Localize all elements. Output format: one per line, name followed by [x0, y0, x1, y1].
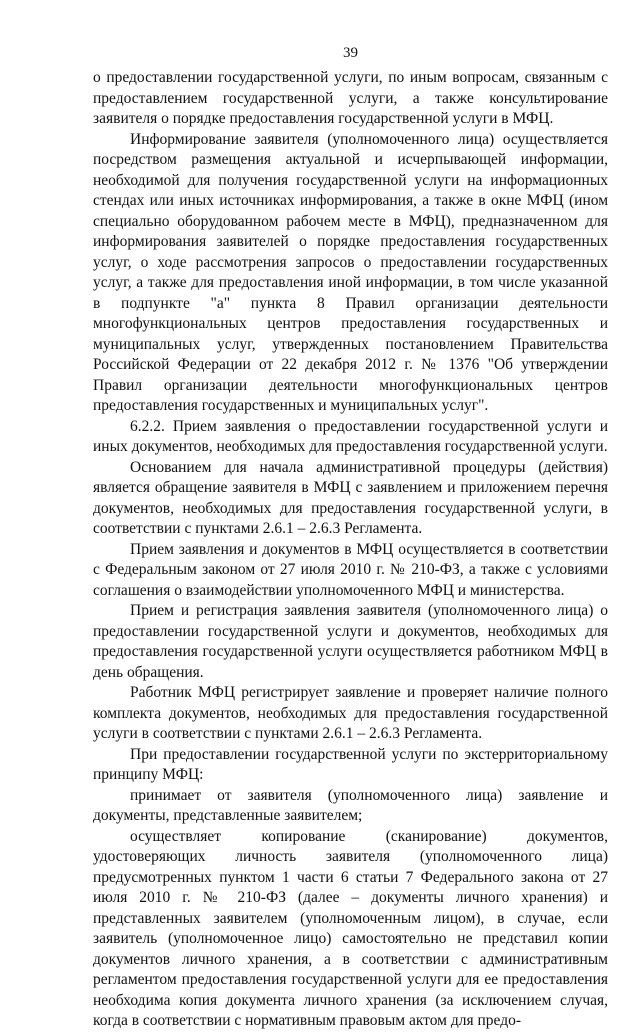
document-body: [93, 68, 608, 1032]
paragraph-exterritorial: При предоставлении государственной услуги по экстерриториальному принципу МФЦ:: [93, 745, 608, 783]
paragraph-reception: Прием заявления и документов в МФЦ осуществляется в соответствии с Федеральным законом от 27 июля 2010 г. № 210-ФЗ, а также с условиями соглашения о взаимодействии уполномоченного МФЦ и министерства.: [93, 540, 608, 599]
paragraph-continuation: о предоставлении государственной услуги, по иным вопросам, связанным с предоставлением государственной услуги, а также консультирование заявителя о порядке предоставления государственной услуги в МФЦ.: [93, 69, 608, 127]
paragraph-basis: Основанием для начала административной процедуры (действия) является обращение заявителя в МФЦ с заявлением и приложением перечня документов, необходимых для предоставления государственной услуги, в соответствии с пунктами 2.6.1 – 2.6.3 Регламента.: [93, 458, 608, 537]
page-number: 39: [343, 45, 358, 61]
paragraph-informing: Информирование заявителя (уполномоченного лица) осуществляется посредством размещения актуальной и исчерпывающей информации, необходимой для получения государственной услуги на информационных стендах или иных источниках информирования, а также в окне МФЦ (ином специально оборудованном рабочем месте в МФЦ), предназначенном для информирования заявителей о порядке предоставления государственных услуг, о ходе рассмотрения запросов о предоставлении государственных услуг, а также для предоставления иной информации, в том числе указанной в подпункте "а" пункта 8 Правил организации деятельности многофункциональных центров предоставления государственных и муниципальных услуг, утвержденных постановлением Правительства Российской Федерации от 22 декабря 2012 г. № 1376 "Об утверждении Правил организации деятельности многофункциональных центров предоставления государственных и муниципальных услуг".: [93, 130, 608, 414]
paragraph-worker-check: Работник МФЦ регистрирует заявление и проверяет наличие полного комплекта документов, необходимых для предоставления государственной услуги в соответствии с пунктами 2.6.1 – 2.6.3 Регламента.: [93, 684, 608, 742]
list-item-accepts: принимает от заявителя (уполномоченного лица) заявление и документы, представленные заявителем;: [93, 786, 608, 824]
paragraph-registration: Прием и регистрация заявления заявителя (уполномоченного лица) о предоставлении государственной услуги и документов, необходимых для предоставления государственной услуги осуществляется работником МФЦ в день обращения.: [93, 602, 608, 681]
paragraph-section-6-2-2: 6.2.2. Прием заявления о предоставлении государственной услуги и иных документов, необходимых для предоставления государственной услуги.: [93, 417, 608, 455]
list-item-copies: осуществляет копирование (сканирование) документов, удостоверяющих личность заявителя (уполномоченного лица) предусмотренных пунктом 1 части 6 статьи 7 Федерального закона от 27 июля 2010 г. № 210-ФЗ (далее – документы личного хранения) и представленных заявителем (уполномоченным лицом), в случае, если заявитель (уполномоченное лицо) самостоятельно не представил копии документов личного хранения, а в соответствии с административным регламентом предоставления государственной услуги для ее предоставления необходима копия документа личного хранения (за исключением случая, когда в соответствии с нормативным правовым актом для предо-: [93, 827, 608, 1029]
